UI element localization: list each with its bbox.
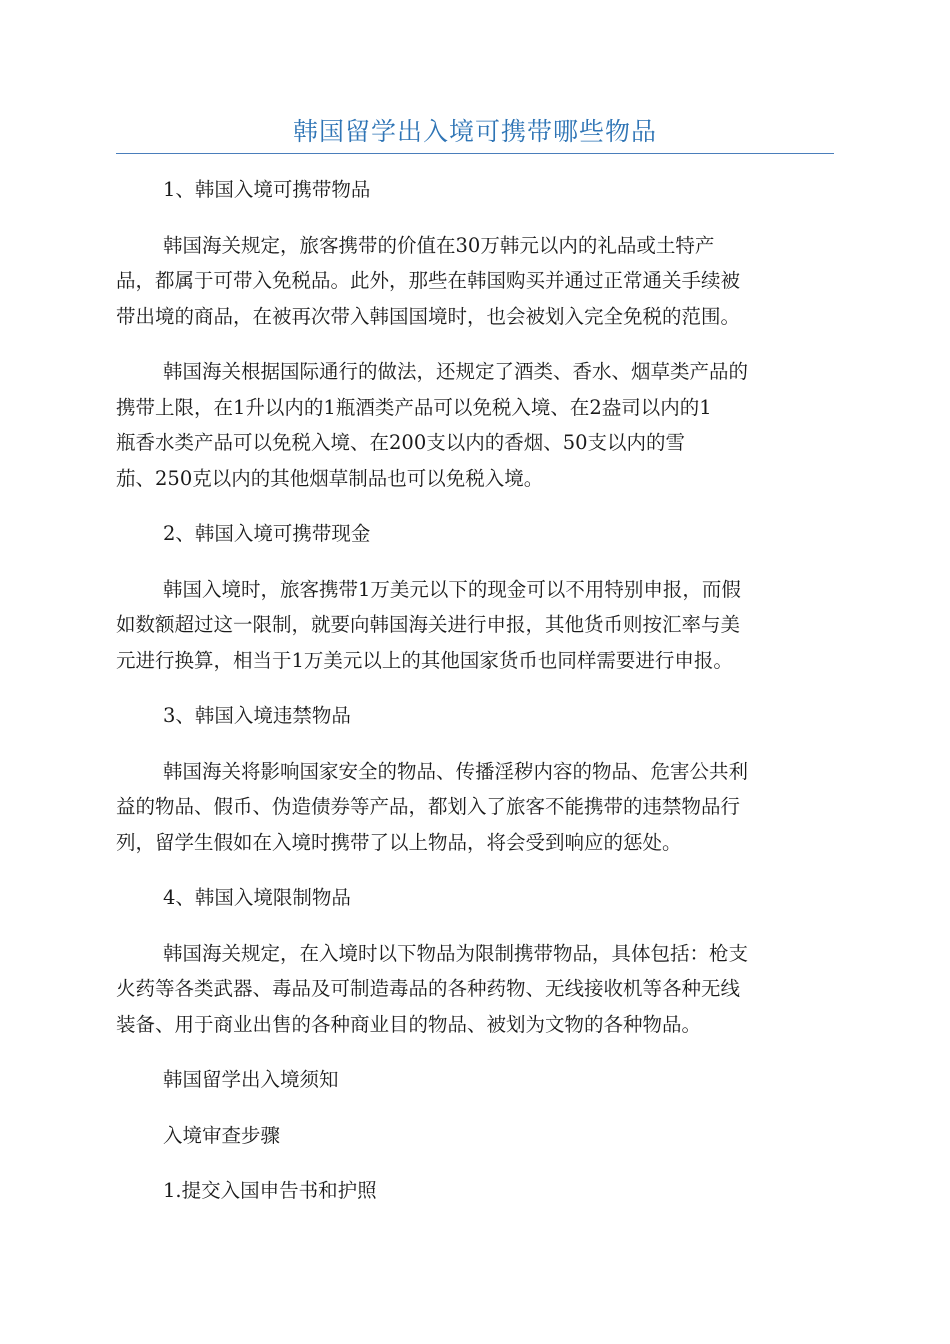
- paragraph-line: 火药等各类武器、毒品及可制造毒品的各种药物、无线接收机等各种无线: [116, 977, 741, 1000]
- paragraph-line: 携带上限，在1升以内的1瓶酒类产品可以免税入境、在2盎司以内的1: [116, 395, 712, 419]
- paragraph: [116, 754, 834, 861]
- document-title: 韩国留学出入境可携带哪些物品: [292, 117, 657, 146]
- paragraph-line: 装备、用于商业出售的各种商业目的物品、被划为文物的各种物品。: [116, 1012, 702, 1036]
- paragraph: [116, 572, 834, 679]
- title-underline: [116, 153, 834, 154]
- paragraph-line: 品，都属于可带入免税品。此外，那些在韩国购买并通过正常通关手续被: [116, 269, 741, 292]
- paragraph-line: 带出境的商品，在被再次带入韩国国境时，也会被划入完全免税的范围。: [116, 304, 741, 328]
- paragraph: [116, 354, 834, 496]
- paragraph-line: 韩国海关根据国际通行的做法，还规定了酒类、香水、烟草类产品的: [163, 360, 749, 383]
- paragraph-line: 列，留学生假如在入境时携带了以上物品，将会受到响应的惩处。: [116, 830, 682, 854]
- paragraph: [116, 228, 834, 335]
- paragraph-line: 如数额超过这一限制，就要向韩国海关进行申报，其他货币则按汇率与美: [116, 613, 741, 636]
- section-heading: 4、韩国入境限制物品: [163, 886, 351, 909]
- paragraph-line: 茄、250克以内的其他烟草制品也可以免税入境。: [116, 466, 544, 490]
- paragraph-line: 韩国海关规定，在入境时以下物品为限制携带物品，具体包括：枪支: [163, 941, 749, 965]
- section-heading: 入境审查步骤: [163, 1123, 281, 1147]
- section-heading: 3、韩国入境违禁物品: [163, 704, 351, 727]
- section-heading: 1.提交入国申告书和护照: [163, 1179, 377, 1202]
- section-heading: 2、韩国入境可携带现金: [163, 522, 371, 545]
- paragraph-line: 韩国海关将影响国家安全的物品、传播淫秽内容的物品、危害公共利: [163, 759, 749, 783]
- paragraph-line: 元进行换算，相当于1万美元以上的其他国家货币也同样需要进行申报。: [116, 648, 733, 672]
- paragraph-line: 韩国海关规定，旅客携带的价值在30万韩元以内的礼品或土特产: [163, 233, 715, 257]
- section-heading: 1、韩国入境可携带物品: [163, 178, 371, 201]
- section-heading: 韩国留学出入境须知: [163, 1068, 339, 1091]
- paragraph: [116, 936, 834, 1043]
- paragraph-line: 韩国入境时，旅客携带1万美元以下的现金可以不用特别申报，而假: [163, 577, 741, 601]
- paragraph-line: 益的物品、假币、伪造债券等产品，都划入了旅客不能携带的违禁物品行: [116, 795, 741, 818]
- paragraph-line: 瓶香水类产品可以免税入境、在200支以内的香烟、50支以内的雪: [116, 431, 686, 454]
- document-body: [116, 172, 834, 1229]
